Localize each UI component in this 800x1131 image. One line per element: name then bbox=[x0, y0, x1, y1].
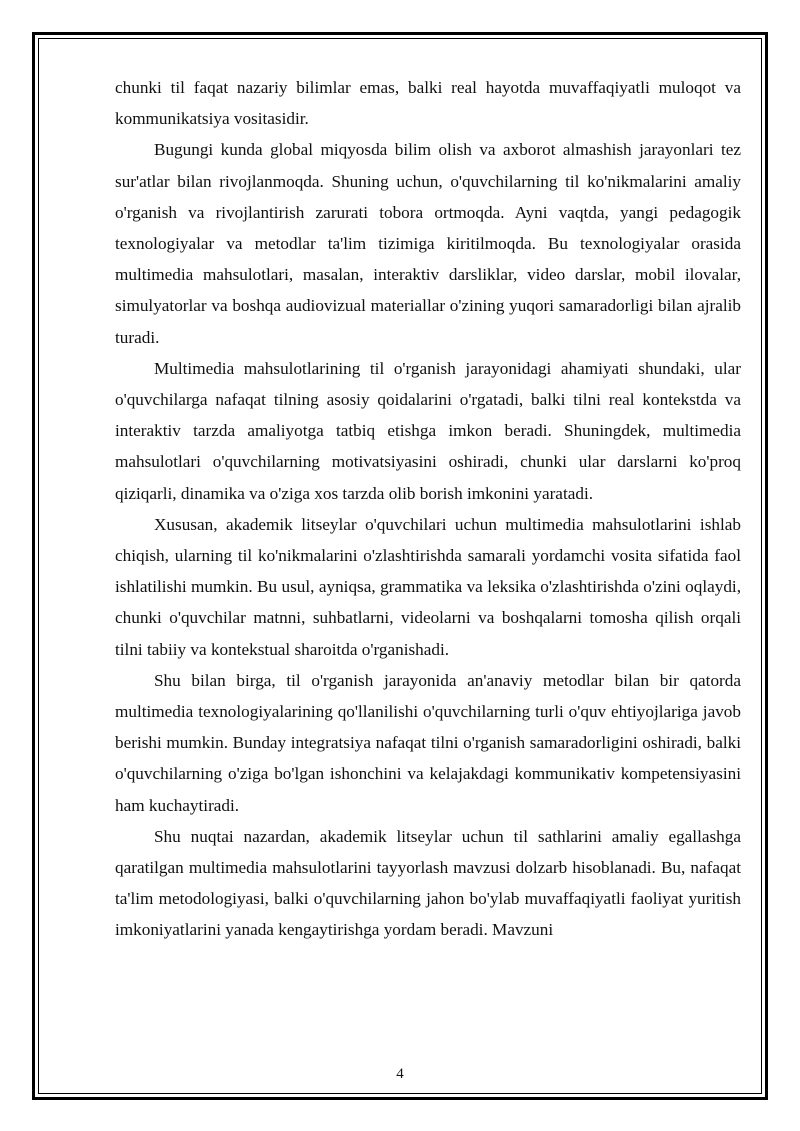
paragraph-continuation: chunki til faqat nazariy bilimlar emas, balki real hayotda muvaffaqiyatli muloqot va kommunikatsiya vositasidir. bbox=[115, 78, 741, 129]
paragraph-relevance: Shu nuqtai nazardan, akademik litseylar uchun til sathlarini amaliy egallashga qaratilgan multimedia mahsulotlarini tayyorlash mavzusi dolzarb hisoblanadi. Bu, nafaqat ta'lim metodologiyasi, balki o'quvchilarning jahon bo'ylab muvaffaqiyatli faoliyat yuritish imkoniyatlarini yanada kengaytirishga yordam beradi. Mavzuni bbox=[115, 826, 741, 940]
paragraph-global-knowledge: Bugungi kunda global miqyosda bilim olish va axborot almashish jarayonlari tez sur'atlar bilan rivojlanmoqda. Shuning uchun, o'quvchilarning til ko'nikmalarini amaliy o'rganish va rivojlantirish zarurati tobora ortmoqda. Ayni vaqtda, yangi pedagogik texnologiyalar va metodlar ta'lim tizimiga kiritilmoqda. Bu texnologiyalar orasida multimedia mahsulotlari, masalan, interaktiv darsliklar, video darslar, mobil ilovalar, simulyatorlar va boshqa audiovizual materiallar o'zining yuqori samaradorligi bilan ajralib turadi. bbox=[115, 140, 741, 347]
document-body bbox=[115, 72, 741, 946]
paragraph-academic-lyceums: Xususan, akademik litseylar o'quvchilari uchun multimedia mahsulotlarini ishlab chiqish, ularning til ko'nikmalarini o'zlashtirishda samarali yordamchi vosita sifatida faol ishlatilishi mumkin. Bu usul, ayniqsa, grammatika va leksika o'zlashtirishda o'zini oqlaydi, chunki o'quvchilar matnni, suhbatlarni, videolarni va boshqalarni tomosha qilish orqali tilni tabiiy va kontekstual sharoitda o'rganishadi. bbox=[115, 514, 741, 659]
paragraph-multimedia-importance: Multimedia mahsulotlarining til o'rganish jarayonidagi ahamiyati shundaki, ular o'quvchilarga nafaqat tilning asosiy qoidalarini o'rgatadi, balki tilni real kontekstda va interaktiv tarzda amaliyotga tatbiq etishga imkon beradi. Shuningdek, multimedia mahsulotlari o'quvchilarning motivatsiyasini oshiradi, chunki ular darslarni ko'proq qiziqarli, dinamika va o'ziga xos tarzda olib borish imkonini yaratadi. bbox=[115, 358, 741, 503]
paragraph-traditional-methods: Shu bilan birga, til o'rganish jarayonida an'anaviy metodlar bilan bir qatorda multimedia texnologiyalarining qo'llanilishi o'quvchilarning turli o'quv ehtiyojlariga javob berishi mumkin. Bunday integratsiya nafaqat tilni o'rganish samaradorligini oshiradi, balki o'quvchilarning o'ziga bo'lgan ishonchini va kelajakdagi kommunikativ kompetensiyasini ham kuchaytiradi. bbox=[115, 670, 741, 815]
page-number: 4 bbox=[396, 1066, 404, 1082]
